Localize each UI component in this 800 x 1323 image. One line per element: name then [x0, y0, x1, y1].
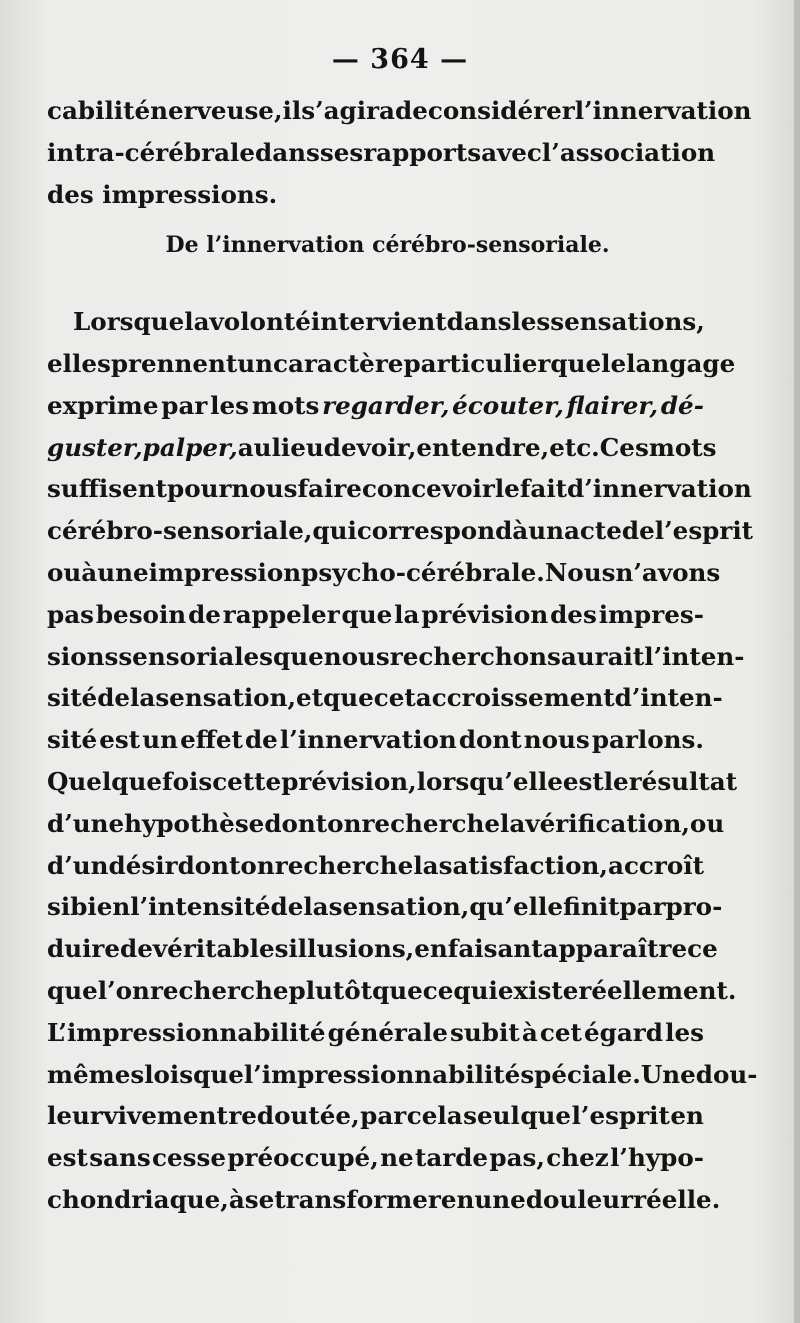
word: véritables — [152, 934, 289, 964]
word: de — [395, 96, 428, 125]
word: et — [296, 683, 324, 713]
word: vérification, — [525, 808, 690, 838]
word: pour — [167, 474, 232, 504]
word: que — [520, 1101, 572, 1131]
word: mots — [251, 390, 320, 420]
text-line — [47, 1095, 704, 1137]
text-line — [47, 427, 717, 469]
word: désir — [108, 850, 178, 880]
word: dé- — [660, 390, 704, 420]
page-body — [47, 90, 758, 1221]
word: nous — [323, 641, 390, 671]
word: l’esprit — [654, 516, 754, 546]
word: que — [372, 975, 423, 1005]
word: entendre, — [416, 432, 550, 462]
word: un — [237, 348, 274, 378]
word: Ces — [599, 432, 649, 462]
word: intra-cérébrale — [47, 137, 255, 167]
word: correspond — [356, 516, 513, 546]
word: l’association — [541, 137, 716, 167]
word: impression — [148, 557, 302, 587]
word: par — [360, 1101, 407, 1131]
word: faisant — [447, 934, 543, 964]
word: tarde — [414, 1143, 489, 1173]
word: chez — [546, 1143, 609, 1173]
word: cérébro-sensoriale, — [47, 516, 313, 546]
word: réellement. — [578, 975, 737, 1005]
word: lorsqu’elle — [416, 766, 563, 796]
word: qui — [312, 516, 357, 546]
text-line — [47, 132, 716, 174]
word: l’innervation — [279, 725, 457, 755]
word: générale — [327, 1017, 448, 1047]
word: elles — [47, 348, 111, 378]
word: flairer, — [566, 390, 659, 420]
word: est — [562, 766, 604, 796]
word: qui — [453, 975, 498, 1005]
word: les — [511, 307, 551, 337]
word: palper, — [142, 432, 238, 462]
word: mots — [648, 432, 717, 462]
word: cet — [539, 1017, 582, 1047]
word: recherche — [274, 850, 414, 880]
text-line — [47, 719, 704, 761]
word: leur — [47, 1101, 103, 1131]
word: qu’elle — [469, 892, 563, 922]
word: Une — [640, 1059, 696, 1089]
text-line — [47, 761, 738, 803]
word: la — [184, 307, 210, 337]
word: de — [244, 725, 278, 755]
word: au — [237, 432, 272, 462]
word: sensoriales — [118, 641, 274, 671]
word: accroît — [608, 850, 704, 880]
word: satisfaction, — [438, 850, 608, 880]
word: réelle. — [633, 1184, 721, 1214]
word: l’on — [97, 975, 150, 1005]
page-number: — 364 — — [331, 44, 469, 75]
word: acte — [564, 516, 622, 546]
word: si — [47, 892, 71, 922]
word: égard — [584, 1017, 663, 1047]
word: cesse — [152, 1143, 226, 1173]
word: Nous — [544, 557, 616, 587]
word: d’une — [47, 808, 125, 838]
word: sensation, — [328, 892, 470, 922]
word: duire — [47, 934, 121, 964]
word: on — [240, 850, 275, 880]
word: à — [81, 557, 98, 587]
word: faire — [297, 474, 362, 504]
word: rappeler — [222, 599, 340, 629]
word: sions — [47, 641, 119, 671]
word: L’impressionnabilité — [47, 1017, 326, 1047]
text-line — [47, 886, 723, 928]
word: préoccupé, — [227, 1143, 379, 1173]
word: dont — [458, 725, 522, 755]
text-line — [47, 343, 736, 385]
word: prévision — [421, 599, 549, 629]
word: prennent — [110, 348, 238, 378]
word: résultat — [628, 766, 738, 796]
word: à — [521, 1017, 538, 1047]
word: sité — [47, 683, 98, 713]
word: dans — [255, 137, 320, 167]
word: de — [188, 599, 221, 629]
word: seul — [463, 1101, 520, 1131]
text-line — [47, 845, 704, 887]
word: parlons. — [591, 725, 704, 755]
word: que — [550, 348, 602, 378]
word: de — [97, 683, 131, 713]
word: lieu — [271, 432, 324, 462]
word: sans — [89, 1143, 151, 1173]
word: ne — [380, 1143, 414, 1173]
word: besoin — [95, 599, 187, 629]
word: se — [244, 1184, 275, 1214]
text-line — [47, 1012, 704, 1054]
word: l’hypo- — [610, 1143, 704, 1173]
word: subit — [450, 1017, 520, 1047]
word: une — [474, 1184, 526, 1214]
word: n’avons — [615, 557, 721, 587]
word: chondriaque, — [47, 1184, 229, 1214]
word: ce — [422, 975, 454, 1005]
word: que — [323, 683, 374, 713]
text-line — [47, 385, 704, 427]
word: intervient — [310, 307, 447, 337]
word: pro- — [665, 892, 723, 922]
word: un — [528, 516, 564, 546]
word: langage — [626, 348, 736, 378]
word: à — [512, 516, 529, 546]
word: concevoir — [361, 474, 495, 504]
word: des — [550, 599, 597, 629]
text-line — [47, 803, 725, 845]
word: fait — [519, 474, 568, 504]
word: psycho-cérébrale. — [301, 557, 545, 587]
word: cet — [373, 683, 416, 713]
word: est — [47, 1143, 88, 1173]
word: existe — [497, 975, 579, 1005]
word: s’agira — [301, 96, 395, 125]
word: cela — [406, 1101, 463, 1131]
word: de — [120, 934, 153, 964]
word: Quelquefois — [47, 766, 213, 796]
word: rapports — [363, 137, 482, 167]
text-line — [47, 468, 752, 510]
word: le — [601, 348, 627, 378]
word: la — [303, 892, 329, 922]
word: dou- — [695, 1059, 758, 1089]
word: ou — [47, 557, 82, 587]
text-line — [47, 552, 721, 594]
word: illusions, — [288, 934, 415, 964]
word: des — [47, 179, 103, 209]
word: lois — [144, 1059, 194, 1089]
page-edge — [794, 0, 800, 1323]
word: que — [193, 1059, 244, 1089]
word: en — [414, 934, 448, 964]
word: hypothèse — [124, 808, 265, 838]
word: une — [97, 557, 149, 587]
word: l’intensité — [130, 892, 271, 922]
word: en — [670, 1101, 704, 1131]
word: redoutée, — [228, 1101, 360, 1131]
word: volonté — [209, 307, 311, 337]
word: d’inten- — [614, 683, 723, 713]
word: mêmes — [47, 1059, 145, 1089]
word: la — [394, 599, 420, 629]
text-line — [47, 970, 737, 1012]
text-line — [47, 1137, 704, 1179]
word: le — [494, 474, 520, 504]
word: dans — [446, 307, 512, 337]
word: ses — [319, 137, 364, 167]
word: d’innervation — [567, 474, 752, 504]
word: pas, — [489, 1143, 545, 1173]
text-line — [47, 636, 745, 678]
word: on — [327, 808, 362, 838]
word: recherche — [149, 975, 289, 1005]
text-line — [47, 928, 718, 970]
word: prévision, — [281, 766, 417, 796]
text-line — [47, 510, 754, 552]
word: sensations, — [550, 307, 705, 337]
word: effet — [180, 725, 243, 755]
word: les — [665, 1017, 704, 1047]
word: d’un — [47, 850, 109, 880]
word: finit — [562, 892, 620, 922]
word: un — [142, 725, 178, 755]
word: de — [621, 516, 655, 546]
word: avec — [481, 137, 542, 167]
text-line — [47, 1054, 758, 1096]
word: le — [603, 766, 629, 796]
word: l’impressionnabilité — [243, 1059, 521, 1089]
word: bien — [70, 892, 131, 922]
text-line — [47, 1179, 721, 1221]
word: cabilité — [47, 96, 151, 125]
text-line — [47, 594, 704, 636]
text-line — [47, 174, 704, 216]
word: regarder, — [322, 390, 450, 420]
word: dont — [177, 850, 241, 880]
word: guster, — [47, 432, 143, 462]
word: accroissement — [415, 683, 615, 713]
word: les — [210, 390, 249, 420]
word: considérer — [427, 96, 575, 125]
word: caractère — [273, 348, 404, 378]
word: apparaître — [542, 934, 688, 964]
word: est — [99, 725, 141, 755]
word: sensation, — [155, 683, 297, 713]
word: transformer — [274, 1184, 441, 1214]
word: ce — [687, 934, 718, 964]
word: l’innervation — [574, 96, 752, 125]
text-line — [47, 301, 704, 343]
word: par — [161, 390, 208, 420]
word: spéciale. — [520, 1059, 641, 1089]
word: l’esprit — [571, 1101, 670, 1131]
word: ou — [689, 808, 725, 838]
word: de — [323, 432, 357, 462]
word: douleur — [525, 1184, 634, 1214]
word: pas — [47, 599, 94, 629]
word: recherchons — [389, 641, 561, 671]
word: cette — [212, 766, 282, 796]
word: il — [282, 96, 302, 125]
word: de — [270, 892, 304, 922]
word: etc. — [549, 432, 600, 462]
word: exprime — [47, 390, 159, 420]
word: la — [130, 683, 156, 713]
word: particulier — [403, 348, 551, 378]
word: aurait — [560, 641, 645, 671]
word: l’inten- — [644, 641, 745, 671]
word: par — [619, 892, 666, 922]
section-title: De l’innervation cérébro-sensoriale. — [165, 232, 610, 259]
word: nous — [231, 474, 298, 504]
text-line — [47, 90, 752, 132]
word: la — [500, 808, 526, 838]
word: Lorsque — [73, 307, 185, 337]
word: écouter, — [452, 390, 564, 420]
word: que — [341, 599, 393, 629]
word: nerveuse, — [150, 96, 283, 125]
word: sité — [47, 725, 98, 755]
word: que — [273, 641, 324, 671]
word: que — [47, 975, 98, 1005]
word: à — [228, 1184, 245, 1214]
word: impres- — [598, 599, 704, 629]
word: vivement — [103, 1101, 228, 1131]
word: recherche — [361, 808, 501, 838]
word: la — [413, 850, 439, 880]
word: plutôt — [288, 975, 373, 1005]
word: voir, — [356, 432, 417, 462]
word: nous — [523, 725, 590, 755]
word: suffisent — [47, 474, 167, 504]
text-line — [47, 677, 723, 719]
word: en — [440, 1184, 475, 1214]
word: impressions. — [102, 179, 278, 209]
word: dont — [264, 808, 328, 838]
